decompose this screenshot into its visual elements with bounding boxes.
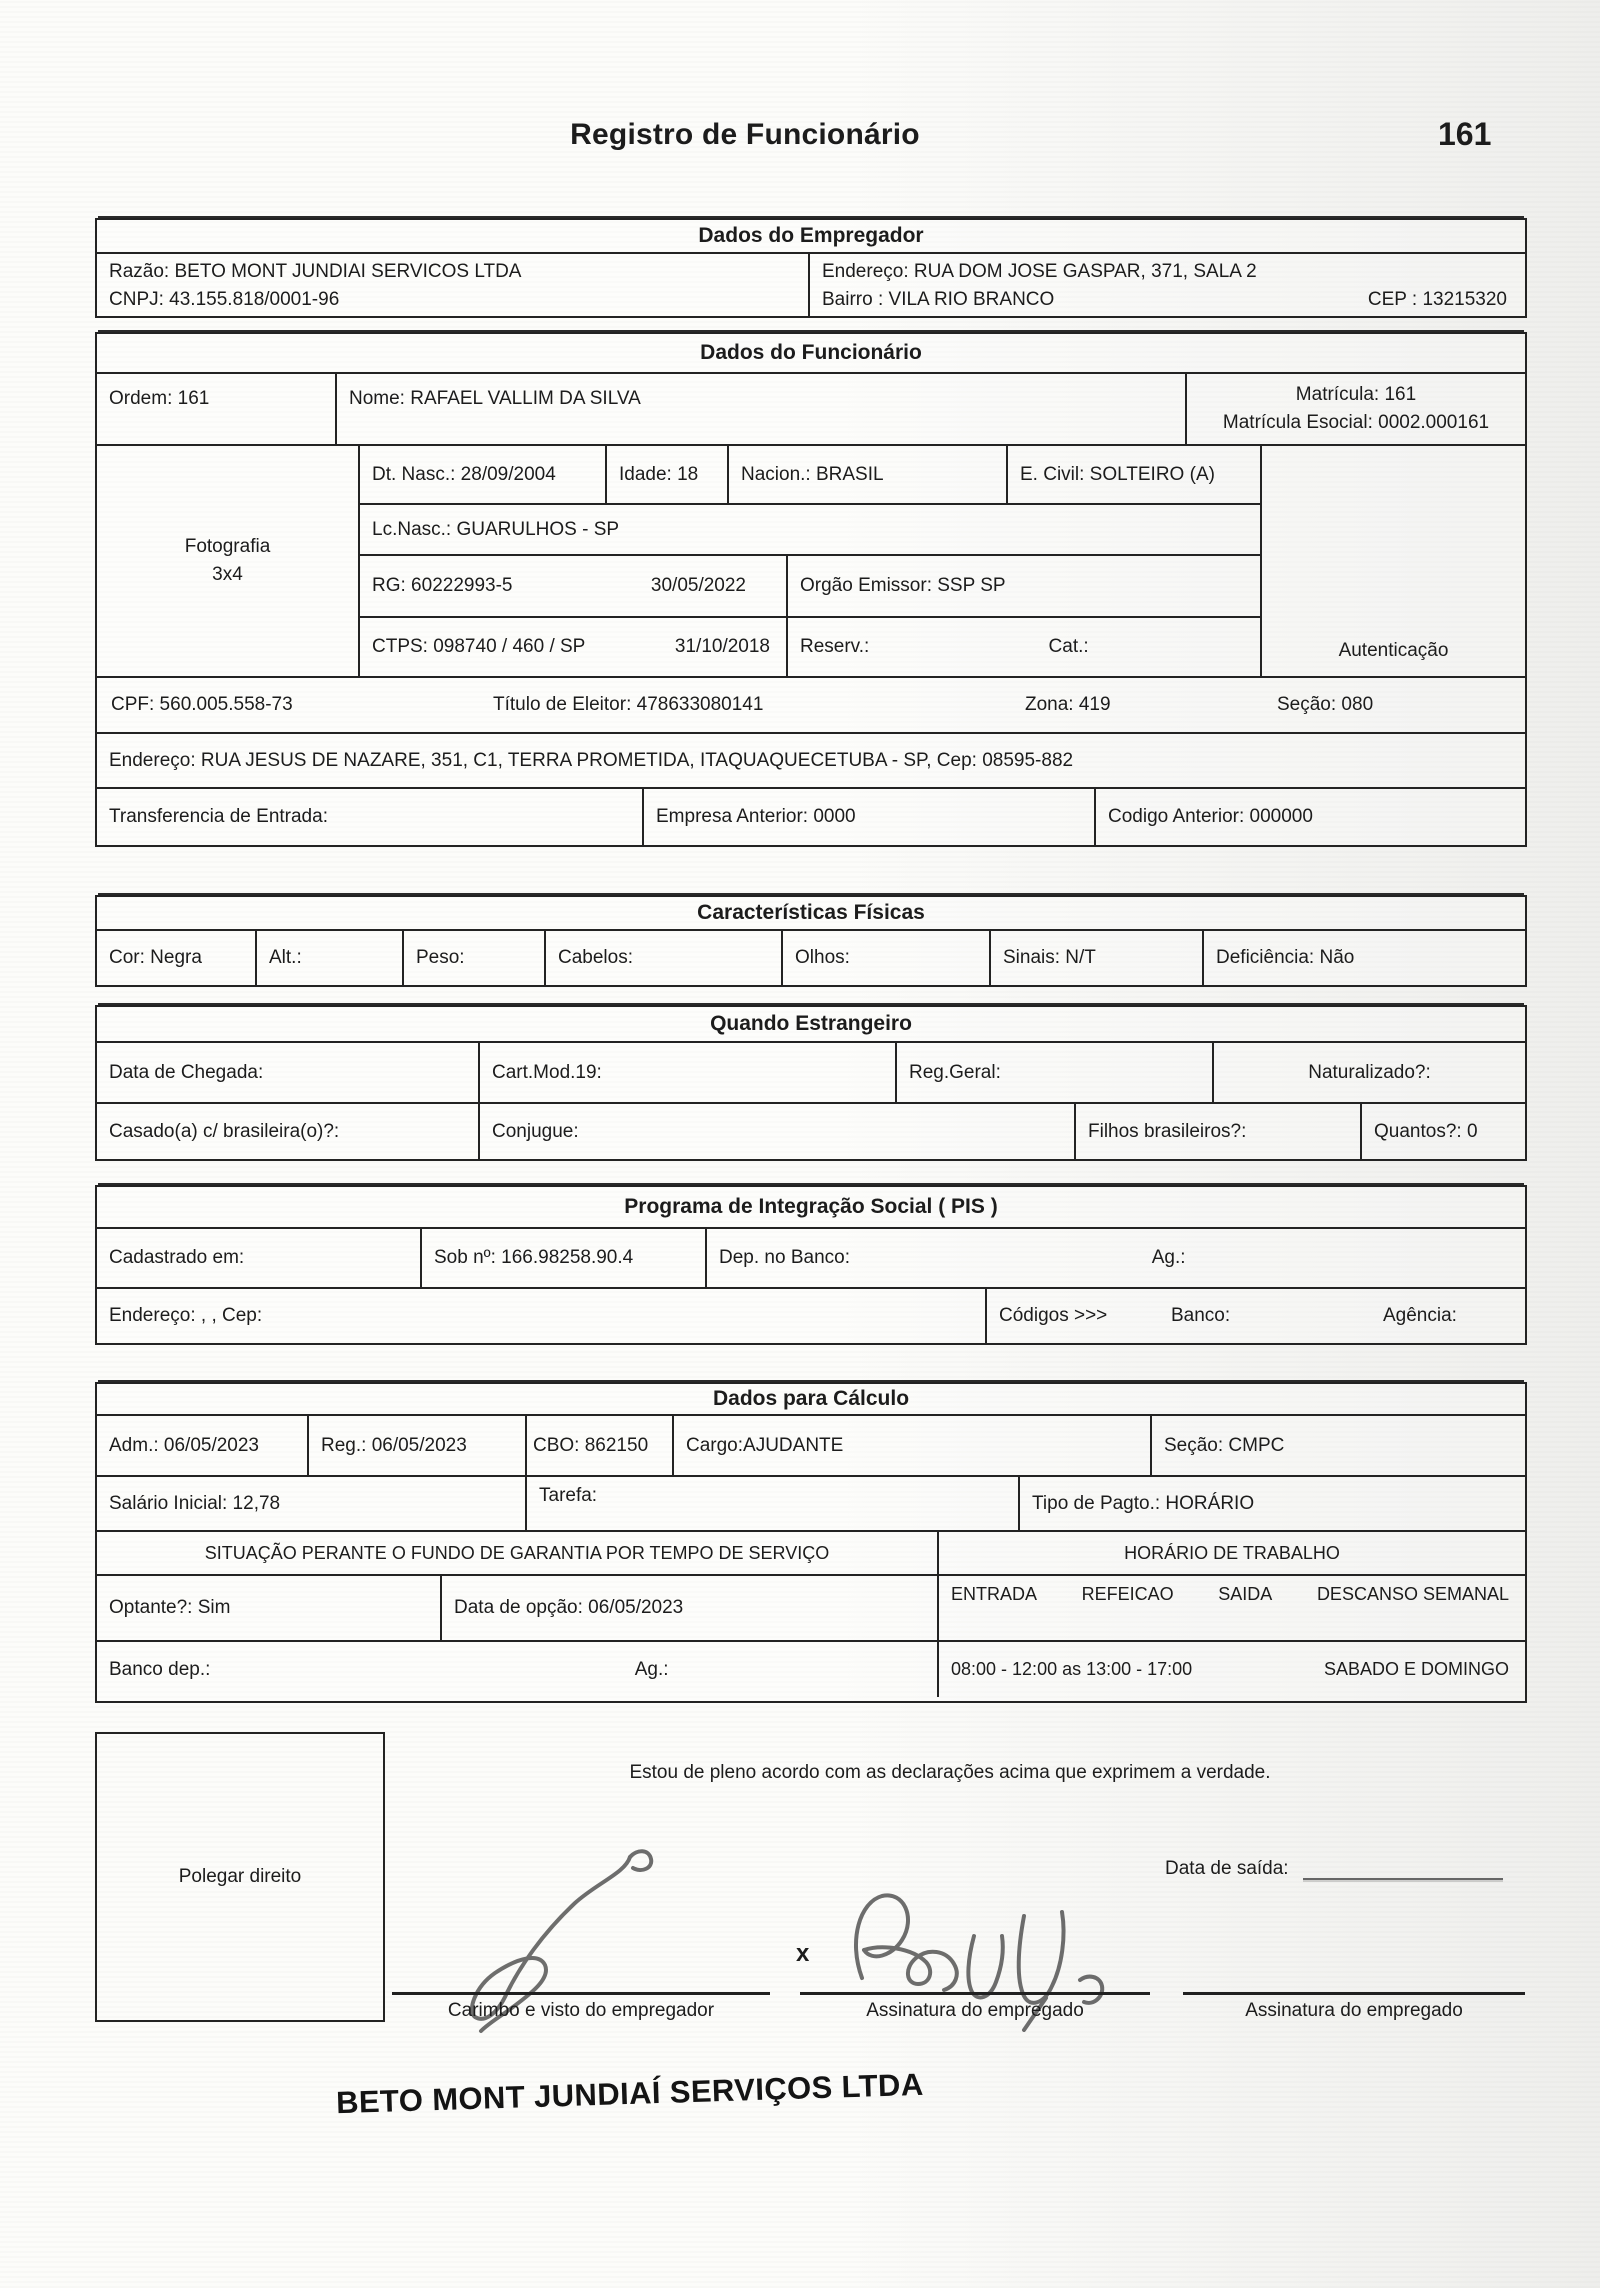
field-reg-geral: [897, 1043, 1214, 1102]
sinais-text: Sinais: N/T: [1003, 947, 1096, 968]
field-razao: Razão: BETO MONT JUNDIAI SERVICOS LTDA: [109, 260, 522, 282]
conjugue-text: Conjugue:: [492, 1120, 579, 1142]
field-zona: Zona: 419: [1025, 694, 1111, 715]
field-adm: [97, 1416, 309, 1475]
salario-text: Salário Inicial: 12,78: [109, 1492, 281, 1514]
field-banco-dep: Banco dep.:: [109, 1658, 211, 1680]
fotografia-cell: [97, 446, 360, 676]
peso-text: Peso:: [416, 947, 465, 968]
nome-text: Nome: RAFAEL VALLIM DA SILVA: [349, 388, 641, 409]
empregador-left-cell: [97, 254, 810, 316]
field-data-opcao: [442, 1576, 937, 1640]
field-quantos: [1362, 1104, 1525, 1159]
sob-no-text: Sob nº: 166.98258.90.4: [434, 1247, 634, 1268]
field-casado-brasileira: [97, 1104, 480, 1159]
field-cnpj: CNPJ: 43.155.818/0001-96: [109, 289, 340, 310]
page-title: Registro de Funcionário: [570, 118, 920, 151]
empregador-bairro-cep-line: [822, 286, 1513, 315]
calculo-row-2: [97, 1475, 1525, 1530]
field-cabelos: [546, 931, 783, 985]
adm-text: Adm.: 06/05/2023: [109, 1434, 259, 1456]
olhos-text: Olhos:: [795, 947, 850, 968]
naturalizado-text: Naturalizado?:: [1308, 1061, 1431, 1083]
data-saida-blank-line: [1303, 1860, 1503, 1880]
dep-banco-cell: [707, 1229, 1525, 1287]
col-saida: SAIDA: [1218, 1584, 1273, 1604]
transferencia-text: Transferencia de Entrada:: [109, 806, 328, 827]
field-cbo: [527, 1416, 674, 1475]
rg-data-text: 30/05/2022: [650, 575, 746, 596]
fotografia-label-l1: Fotografia: [184, 535, 271, 557]
carimbo-label: Carimbo e visto do empregador: [447, 2000, 715, 2021]
orgao-emissor-text: Orgão Emissor: SSP SP: [800, 575, 1006, 596]
employee-signature-line-1: [800, 1992, 1150, 1995]
employer-signature-line: [392, 1992, 770, 1995]
lc-nasc-text: Lc.Nasc.: GUARULHOS - SP: [372, 518, 620, 540]
reg-geral-text: Reg.Geral:: [909, 1061, 1001, 1083]
field-naturalizado: [1214, 1043, 1525, 1102]
row-nascimento: [360, 446, 1260, 503]
endereco-funcionario-text: Endereço: RUA JESUS DE NAZARE, 351, C1, TERRA PROMETIDA, ITAQUAQUECETUBA - SP, Cep: 08595-882: [109, 749, 1074, 771]
matricula-cell: [1187, 374, 1525, 444]
cart-mod-text: Cart.Mod.19:: [492, 1061, 602, 1083]
field-cep: CEP : 13215320: [1367, 289, 1507, 310]
row-endereco-funcionario: [97, 732, 1525, 787]
section-header-funcionario: Dados do Funcionário: [97, 334, 1525, 374]
field-idade: [607, 446, 729, 503]
field-titulo-eleitor: Título de Eleitor: 478633080141: [493, 694, 764, 715]
row-ctps: [360, 616, 1260, 676]
field-transferencia: [97, 789, 644, 845]
field-cargo: [674, 1416, 1152, 1475]
field-optante: [97, 1576, 442, 1640]
field-data-chegada: [97, 1043, 480, 1102]
fgts-header-cell: [97, 1532, 939, 1574]
field-descanso-dias: SABADO E DOMINGO: [1323, 1659, 1509, 1679]
row-transferencia: [97, 787, 1525, 845]
field-lc-nasc: [360, 505, 1260, 554]
tipo-pagto-text: Tipo de Pagto.: HORÁRIO: [1032, 1492, 1255, 1514]
col-descanso: DESCANSO SEMANAL: [1316, 1584, 1509, 1604]
empresa-anterior-text: Empresa Anterior: 0000: [656, 806, 856, 827]
calculo-row-4: [97, 1574, 1525, 1640]
field-horario-trabalho: 08:00 - 12:00 as 13:00 - 17:00: [951, 1659, 1193, 1679]
cbo-text: CBO: 862150: [533, 1434, 649, 1456]
cabelos-text: Cabelos:: [558, 947, 633, 968]
field-pis-endereco: [97, 1289, 987, 1343]
field-rg: [360, 556, 788, 616]
cargo-text: Cargo:AJUDANTE: [686, 1434, 844, 1456]
field-ctps: [360, 618, 788, 676]
field-ordem: [97, 374, 337, 444]
section-caracteristicas-fisicas: [95, 895, 1527, 987]
autenticacao-cell: [1260, 446, 1525, 676]
col-refeicao: REFEICAO: [1081, 1584, 1174, 1604]
field-deficiencia: [1204, 931, 1525, 985]
section-header-estrangeiro: Quando Estrangeiro: [97, 1007, 1525, 1043]
field-matricula-esocial: Matrícula Esocial: 0002.000161: [1222, 412, 1490, 433]
field-sob-no: [422, 1229, 707, 1287]
idade-text: Idade: 18: [619, 463, 699, 485]
ctps-data-text: 31/10/2018: [674, 636, 770, 657]
row-cpf-titulo: [97, 676, 1525, 732]
field-reserv: Reserv.:: [800, 636, 870, 657]
field-matricula: Matrícula: 161: [1295, 383, 1417, 405]
ctps-text: CTPS: 098740 / 460 / SP: [372, 636, 586, 657]
estado-civil-text: E. Civil: SOLTEIRO (A): [1020, 463, 1215, 485]
dt-nasc-text: Dt. Nasc.: 28/09/2004: [372, 463, 556, 485]
field-reg: [309, 1416, 527, 1475]
fotografia-label-l2: 3x4: [212, 564, 243, 585]
field-bairro: Bairro : VILA RIO BRANCO: [822, 289, 1055, 310]
section-dados-para-calculo: [95, 1382, 1527, 1703]
field-estado-civil: [1008, 446, 1260, 503]
quantos-text: Quantos?: 0: [1374, 1120, 1478, 1142]
field-secao-calculo: [1152, 1416, 1525, 1475]
horario-header-cell: [939, 1532, 1525, 1574]
fgts-header-text: SITUAÇÃO PERANTE O FUNDO DE GARANTIA POR TEMPO DE SERVIÇO: [204, 1542, 830, 1563]
calculo-row-3: [97, 1530, 1525, 1574]
company-name-stamp: BETO MONT JUNDIAÍ SERVIÇOS LTDA: [335, 2066, 925, 2121]
empregador-right-cell: [810, 254, 1525, 316]
section-pis: [95, 1185, 1527, 1345]
reg-text: Reg.: 06/05/2023: [321, 1434, 467, 1456]
field-orgao-emissor: [788, 556, 1260, 616]
section-dados-do-funcionario: [95, 332, 1527, 847]
nacion-text: Nacion.: BRASIL: [741, 463, 884, 485]
cpf-line: [97, 678, 1525, 732]
section-header-empregador: Dados do Empregador: [97, 220, 1525, 254]
x-mark: x: [796, 1940, 810, 1967]
field-tipo-pagto: [1020, 1477, 1525, 1530]
field-endereco-empregador: Endereço: RUA DOM JOSE GASPAR, 371, SALA 2: [822, 260, 1257, 282]
col-entrada: ENTRADA: [951, 1584, 1038, 1604]
field-nome: [337, 374, 1187, 444]
funcionario-middle-rows: [360, 446, 1260, 676]
polegar-direito-box: [95, 1732, 385, 2022]
field-pis-ag: Ag.:: [1151, 1247, 1186, 1268]
assinatura-label-1: Assinatura do empregado: [866, 2000, 1084, 2021]
field-cadastrado-em: [97, 1229, 422, 1287]
field-pis-agencia: Agência:: [1383, 1305, 1457, 1326]
field-tarefa: [527, 1477, 1020, 1530]
funcionario-middle-block: [97, 444, 1525, 676]
casado-text: Casado(a) c/ brasileira(o)?:: [109, 1120, 340, 1142]
data-opcao-text: Data de opção: 06/05/2023: [454, 1597, 684, 1618]
cadastrado-text: Cadastrado em:: [109, 1247, 245, 1268]
filhos-text: Filhos brasileiros?:: [1088, 1120, 1247, 1142]
autenticacao-label: Autenticação: [1338, 640, 1449, 661]
empregador-body: [97, 254, 1525, 316]
field-empresa-anterior: [644, 789, 1096, 845]
field-dep-banco: Dep. no Banco:: [719, 1247, 850, 1268]
field-codigos: Códigos >>>: [999, 1305, 1108, 1326]
horario-header-text: HORÁRIO DE TRABALHO: [1124, 1542, 1340, 1563]
row-rg: [360, 554, 1260, 616]
ordem-text: Ordem: 161: [109, 388, 210, 409]
row-local-nascimento: [360, 503, 1260, 554]
calculo-row-1: [97, 1416, 1525, 1475]
altura-text: Alt.:: [269, 947, 302, 968]
pis-row-1: [97, 1229, 1525, 1287]
field-filhos-brasileiros: [1076, 1104, 1362, 1159]
field-peso: [404, 931, 546, 985]
section-quando-estrangeiro: [95, 1005, 1527, 1161]
section-dados-do-empregador: [95, 218, 1527, 318]
pis-endereco-text: Endereço: , , Cep:: [109, 1305, 263, 1326]
codigos-cell: [987, 1289, 1525, 1343]
optante-group: [97, 1576, 939, 1640]
calculo-row-5: [97, 1640, 1525, 1697]
deficiencia-text: Deficiência: Não: [1216, 947, 1355, 968]
field-cart-mod: [480, 1043, 897, 1102]
tarefa-text: Tarefa:: [539, 1485, 598, 1506]
codigo-anterior-text: Codigo Anterior: 000000: [1108, 806, 1313, 827]
field-endereco-funcionario: [97, 734, 1525, 787]
field-secao-eleitoral: Seção: 080: [1277, 694, 1374, 715]
employee-signature-line-2: [1183, 1992, 1525, 1995]
polegar-label: Polegar direito: [178, 1866, 302, 1887]
field-salario-inicial: [97, 1477, 527, 1530]
field-codigo-anterior: [1096, 789, 1525, 845]
field-sinais: [991, 931, 1204, 985]
data-saida-label: Data de saída:: [1165, 1858, 1289, 1879]
horario-columns-header: [939, 1576, 1525, 1640]
field-nacionalidade: [729, 446, 1008, 503]
secao-calculo-text: Seção: CMPC: [1164, 1434, 1285, 1456]
assinatura-label-2: Assinatura do empregado: [1245, 2000, 1463, 2021]
field-cor: [97, 931, 257, 985]
data-chegada-text: Data de Chegada:: [109, 1061, 264, 1083]
reserv-cat-cell: [788, 618, 1260, 676]
estrangeiro-row-1: [97, 1043, 1525, 1102]
declaracao-text: Estou de pleno acordo com as declarações acima que exprimem a verdade.: [629, 1762, 1271, 1783]
field-pis-banco: Banco:: [1171, 1305, 1231, 1326]
cor-text: Cor: Negra: [109, 947, 202, 968]
pis-row-2: [97, 1287, 1525, 1343]
optante-text: Optante?: Sim: [109, 1597, 231, 1618]
section-header-pis: Programa de Integração Social ( PIS ): [97, 1187, 1525, 1229]
estrangeiro-row-2: [97, 1102, 1525, 1159]
caracteristicas-row: [97, 931, 1525, 985]
section-header-caracteristicas: Características Físicas: [97, 897, 1525, 931]
data-saida-field: [1165, 1858, 1503, 1880]
funcionario-row-identificacao: [97, 374, 1525, 444]
field-altura: [257, 931, 404, 985]
rg-text: RG: 60222993-5: [372, 575, 513, 596]
field-cat: Cat.:: [1048, 636, 1089, 657]
section-header-calculo: Dados para Cálculo: [97, 1384, 1525, 1416]
horario-values-cell: [939, 1642, 1525, 1697]
field-cpf: CPF: 560.005.558-73: [111, 694, 293, 715]
banco-dep-cell: [97, 1642, 939, 1697]
field-dt-nasc: [360, 446, 607, 503]
field-conjugue: [480, 1104, 1076, 1159]
field-olhos: [783, 931, 991, 985]
field-calculo-ag: Ag.:: [634, 1658, 669, 1680]
page-number: 161: [1438, 116, 1492, 152]
